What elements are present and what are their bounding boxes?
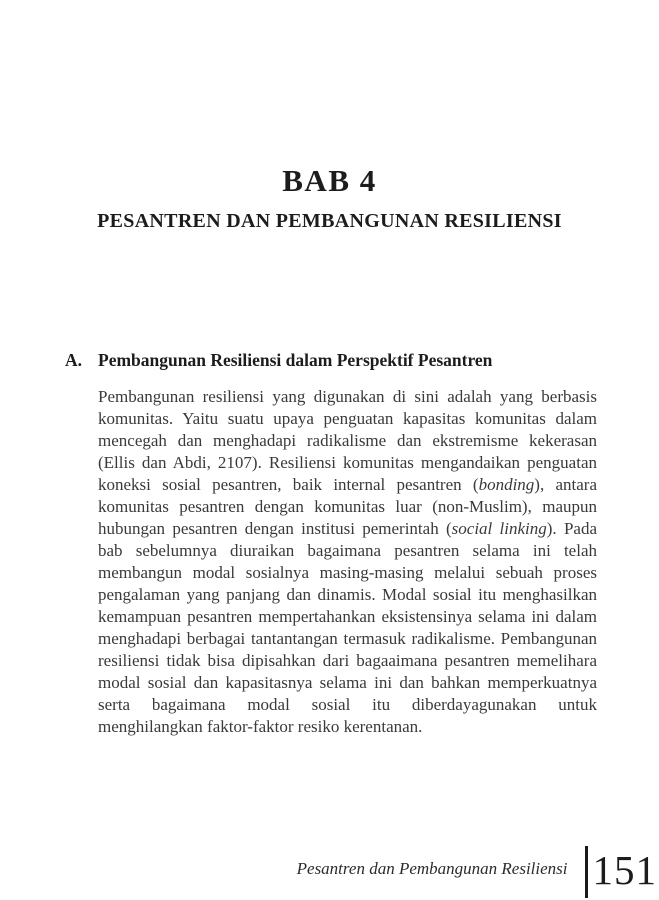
italic-term: social linking: [451, 519, 547, 538]
italic-term: bonding: [478, 475, 535, 494]
section-heading: [65, 350, 598, 371]
footer-divider: [585, 846, 588, 898]
page-content: [65, 350, 598, 738]
paragraph-text: ). Pada bab sebelumnya diuraikan bagaimana pesantren selama ini telah membangun modal sosialnya masing-masing melalui sebuah proses pengalaman yang panjang dan dinamis. Modal sosial itu menghasilkan kemampuan pesantren mempertahankan eksistensinya selama ini dalam menghadapi berbagai tantantangan termasuk radikalisme. Pembangunan resiliensi tidak bisa dipisahkan dari bagaaimana pesantren memelihara modal sosial dan kapasitasnya selama ini dan bahkan memperkuatnya serta bagaimana modal sosial itu diberdayagunakan untuk menghilangkan faktor-faktor resiko kerentanan.: [98, 519, 598, 736]
page-footer: [297, 846, 657, 898]
running-title: Pesantren dan Pembangunan Resiliensi: [296, 859, 568, 878]
paragraph-text: ), antara komunitas pesantren dengan komunitas luar (non-Muslim), maupun hubungan pesantren dengan institusi pemerintah (: [98, 475, 597, 538]
chapter-title: PESANTREN DAN PEMBANGUNAN RESILIENSI: [97, 210, 562, 232]
page-number: 151: [592, 847, 657, 893]
section-title: Pembangunan Resiliensi dalam Perspektif Pesantren: [98, 350, 493, 370]
paragraph-text: Pembangunan resiliensi yang digunakan di sini adalah yang berbasis komunitas. Yaitu suatu upaya penguatan kapasitas komunitas dalam mencegah dan menghadapi radikalisme dan ekstremisme kekerasan (Ellis dan Abdi, 2107). Resiliensi komunitas mengandaikan penguatan koneksi sosial pesantren, baik internal pesantren (: [98, 387, 597, 494]
chapter-header: [0, 163, 659, 233]
body-paragraph: [98, 386, 597, 738]
chapter-number: BAB 4: [282, 163, 377, 198]
section-label: A.: [65, 350, 83, 370]
